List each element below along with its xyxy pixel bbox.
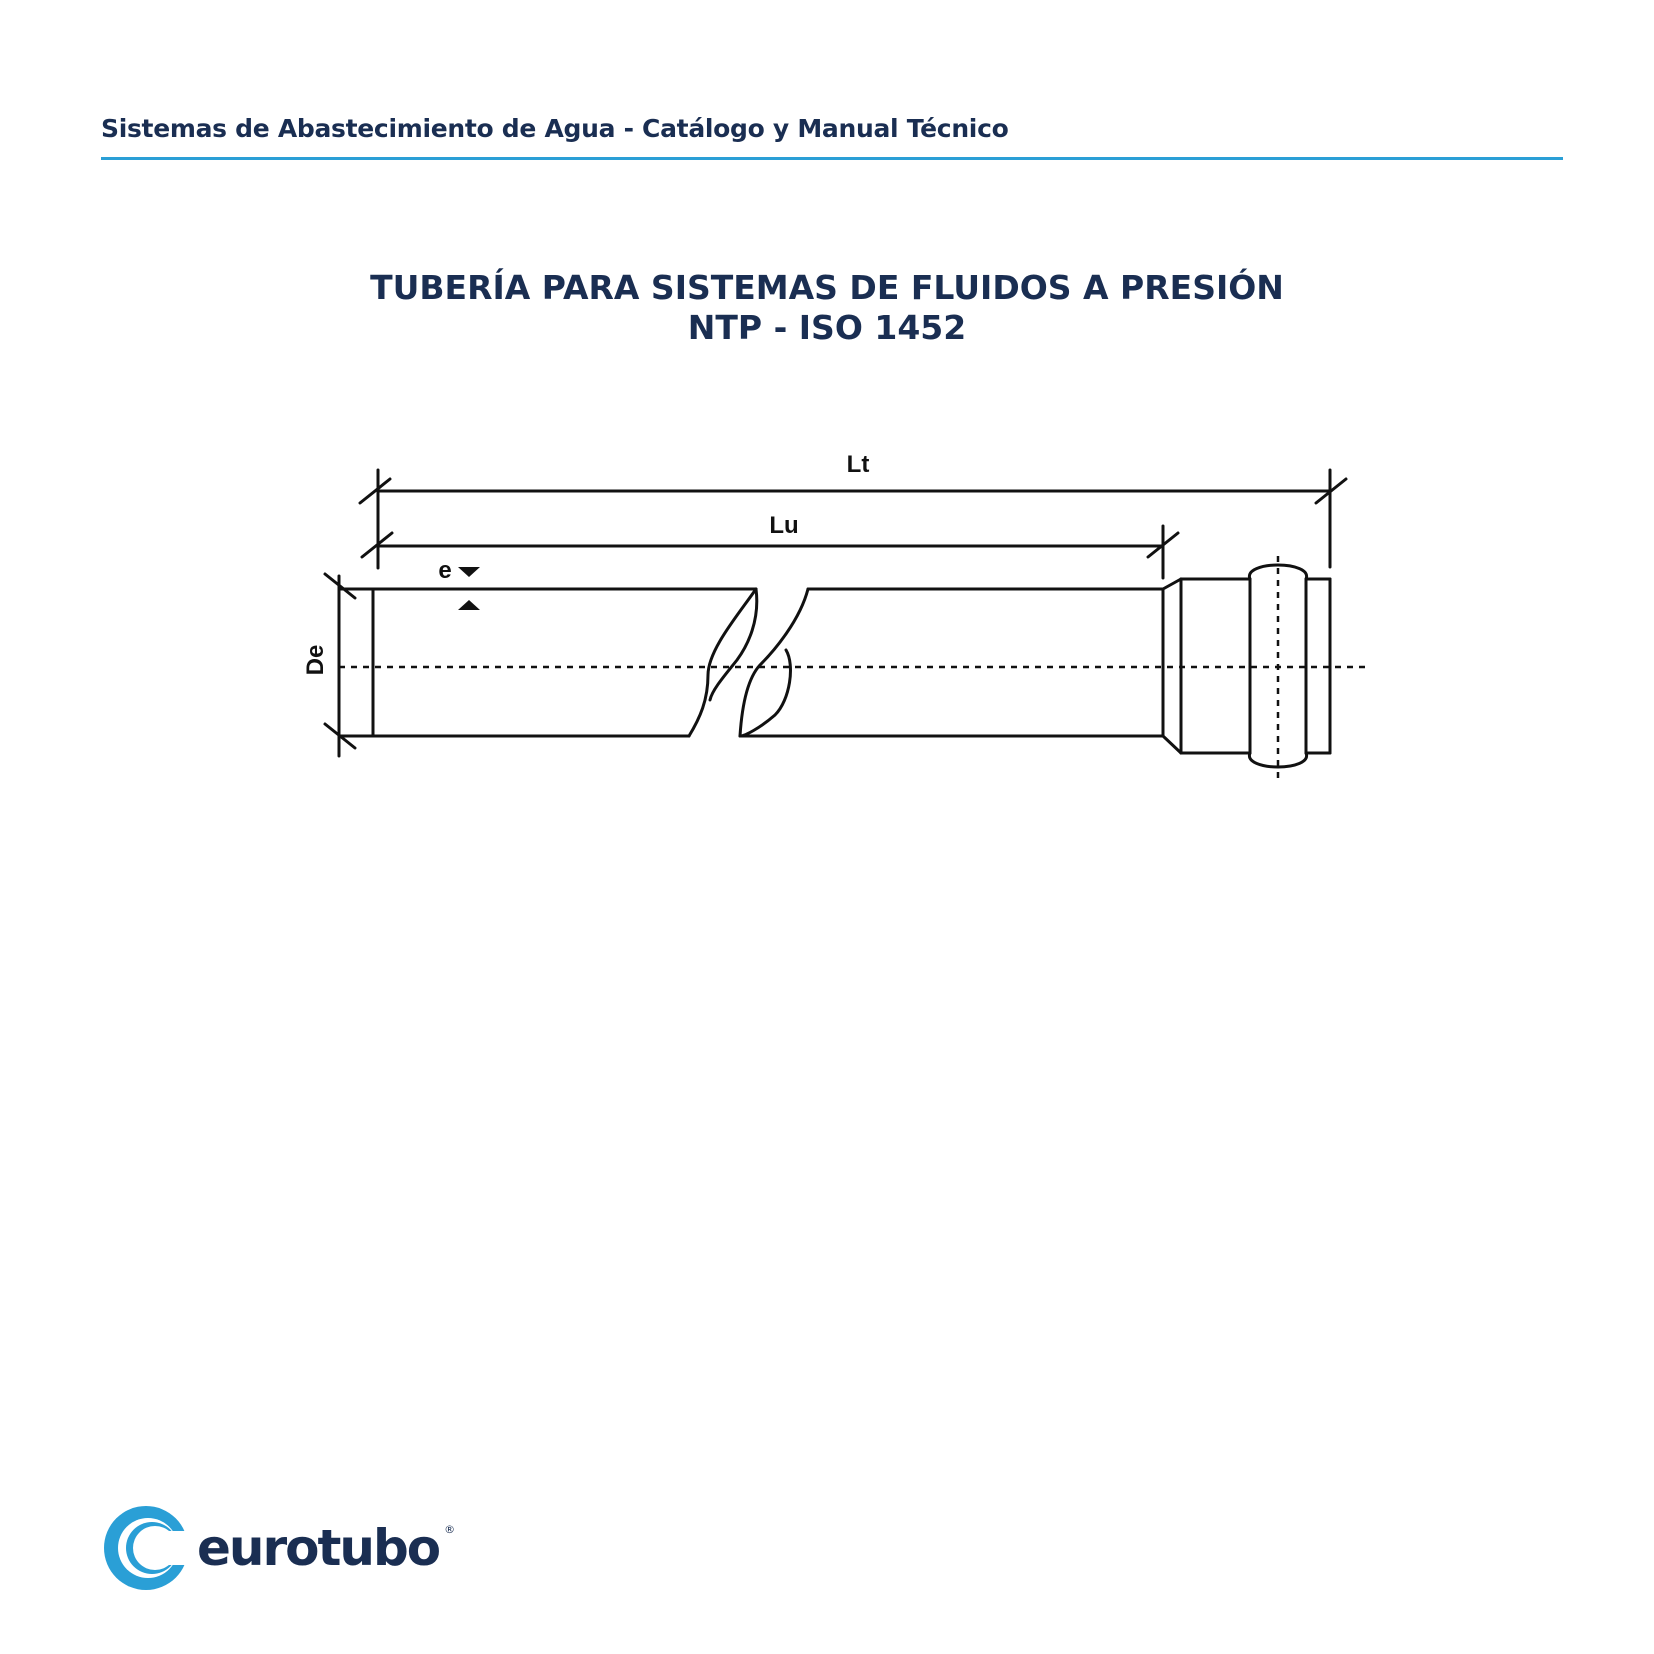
lu-label: Lu bbox=[769, 512, 799, 539]
de-dimension-line bbox=[325, 574, 355, 756]
pipe-body-left bbox=[339, 589, 757, 736]
eurotubo-mark-icon bbox=[101, 1503, 191, 1593]
brand-name bbox=[197, 1519, 456, 1577]
lt-label: Lt bbox=[846, 451, 870, 478]
eurotubo-logo bbox=[101, 1503, 456, 1593]
lt-dimension-line bbox=[360, 470, 1346, 568]
pipe-body-right bbox=[740, 589, 1163, 736]
document-title: TUBERÍA PARA SISTEMAS DE FLUIDOS A PRESIÓN bbox=[370, 268, 1284, 307]
de-label: De bbox=[302, 644, 329, 676]
document-standard: NTP - ISO 1452 bbox=[687, 308, 967, 347]
brand-text: eurotubo bbox=[197, 1519, 440, 1577]
registered-mark: ® bbox=[444, 1523, 456, 1536]
e-label: e bbox=[438, 557, 452, 584]
header-title: Sistemas de Abastecimiento de Agua - Catálogo y Manual Técnico bbox=[101, 114, 1009, 143]
